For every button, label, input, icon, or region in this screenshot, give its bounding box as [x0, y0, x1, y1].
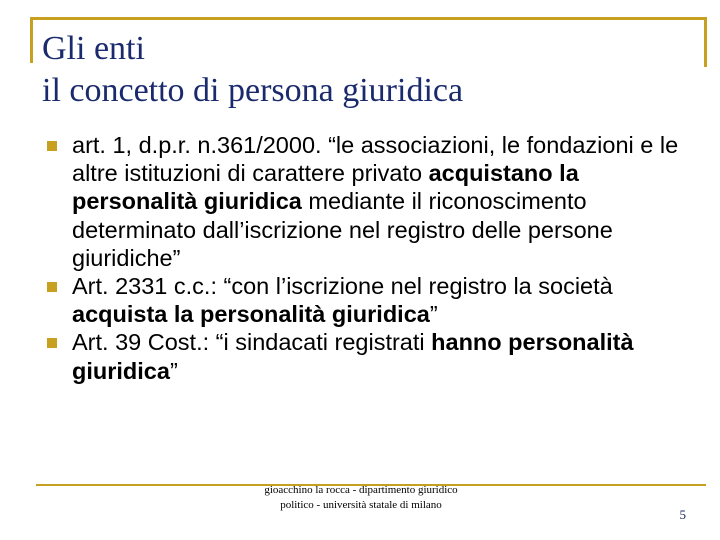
bullet-bold-text: acquista la personalità giuridica: [72, 301, 430, 328]
title-line-1: Gli enti: [42, 30, 145, 67]
bullet-text: Art. 39 Cost.: “i sindacati registrati: [72, 329, 432, 356]
footer-text: gioacchino la rocca - dipartimento giuridico politico - università statale di milano: [264, 484, 458, 511]
bullet-item: [44, 131, 684, 272]
bullet-item: [44, 272, 684, 328]
bullet-text: mediante il riconoscimento determinato dall’iscrizione nel registro delle persone giuridiche”: [72, 188, 613, 271]
bullet-text: ”: [169, 357, 178, 384]
page-number: 5: [679, 507, 686, 522]
frame-top-rule: [30, 17, 706, 20]
square-bullet-icon: [47, 141, 57, 151]
bullet-bold-text: acquistano la personalità giuridica: [72, 160, 579, 215]
bullet-bold-text: hanno personalità giuridica: [72, 329, 634, 384]
bullet-text: Art. 2331 c.c.: “con l’iscrizione nel registro la società: [72, 273, 613, 300]
bullet-text: art. 1, d.p.r. n.361/2000. “le associazioni, le fondazioni e le altre istituzioni di carattere privato: [72, 132, 679, 187]
square-bullet-icon: [47, 338, 57, 348]
title-line-2: il concetto di persona giuridica: [42, 72, 464, 109]
bullet-text: ”: [429, 301, 438, 328]
bullet-item: [44, 328, 684, 384]
slide-title: [42, 28, 682, 112]
frame-right-rule: [704, 17, 707, 67]
frame-left-rule: [30, 17, 33, 63]
square-bullet-icon: [47, 282, 57, 292]
bullet-list: [44, 131, 684, 385]
